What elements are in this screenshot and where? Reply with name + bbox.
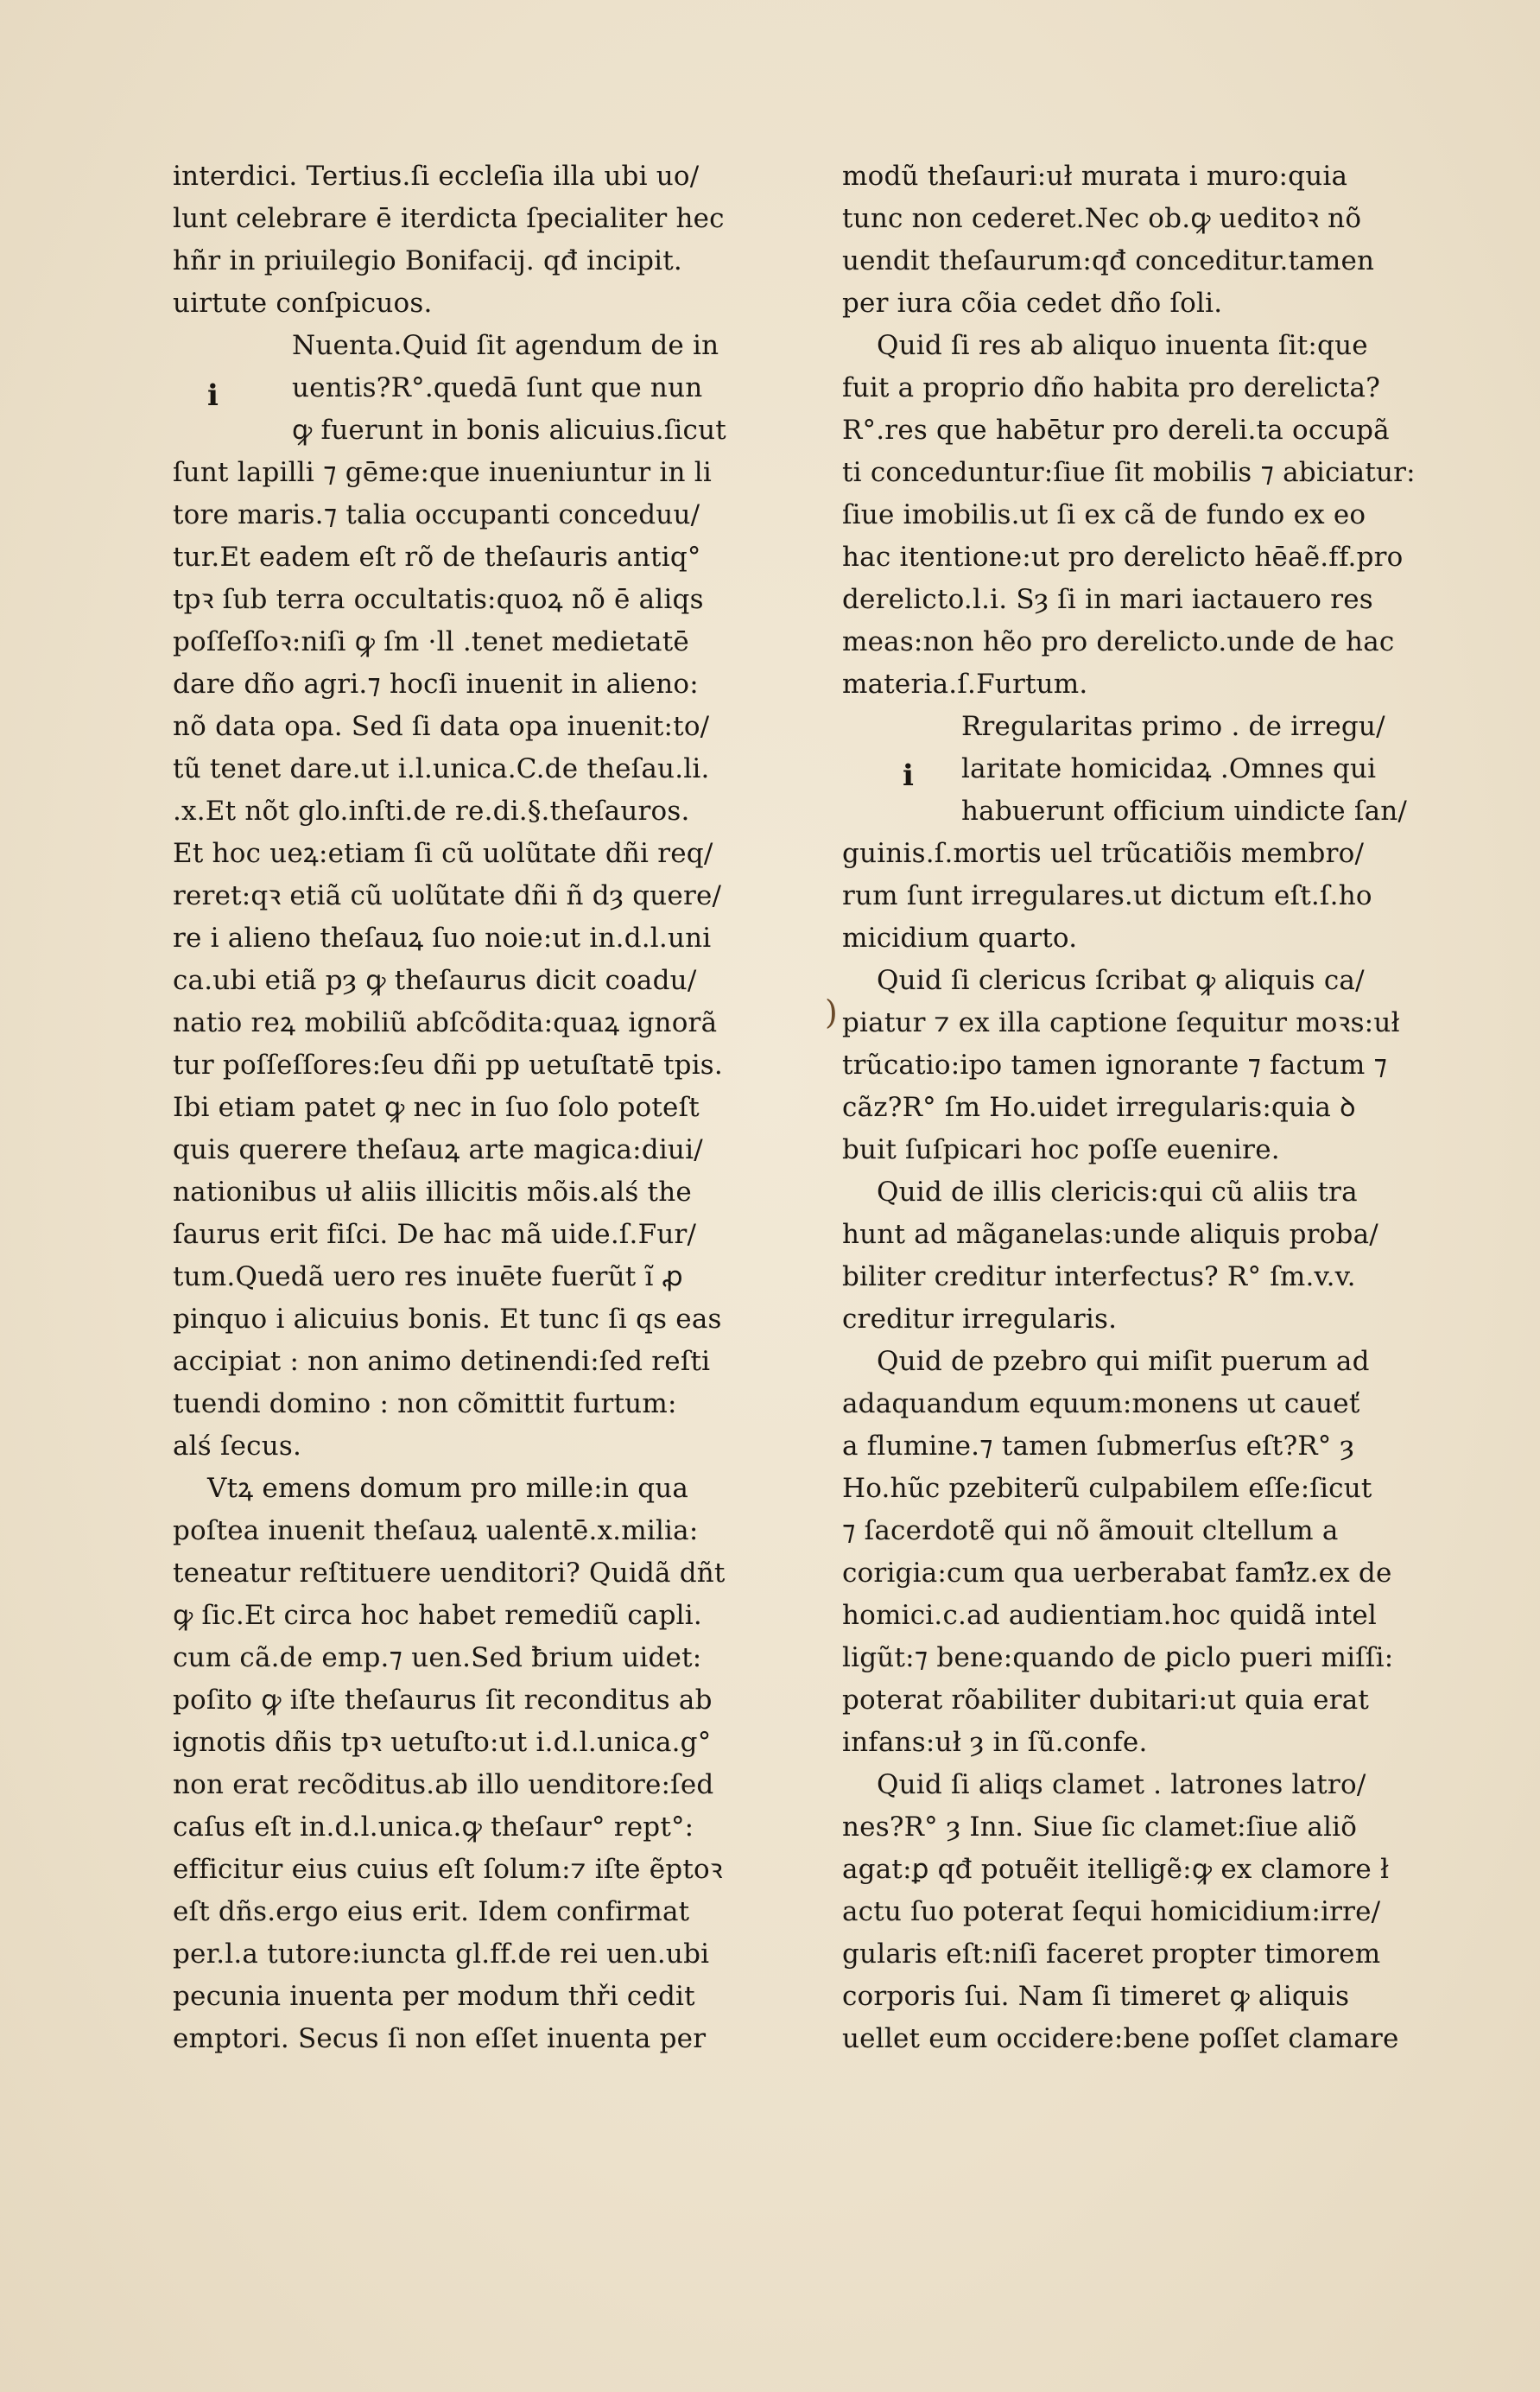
text-line: uendit theſaurum:qđ conceditur.tamen: [842, 245, 1375, 276]
initial-letter-right: i: [903, 758, 914, 793]
text-line: micidium quarto.: [842, 923, 1078, 954]
text-line: poſtea inuenit theſauꝝ ualentē.x.milia:: [173, 1515, 699, 1546]
text-line: adaquandum equum:monens ut caueť: [842, 1388, 1360, 1419]
text-line: lunt celebrare ē iterdicta ſpecialiter hec: [173, 203, 725, 234]
text-line: hunt ad mãganelas:unde aliquis proba/: [842, 1219, 1378, 1250]
text-line: teneatur reſtituere uenditori? Quidã dñt: [173, 1558, 726, 1589]
right-column: [842, 155, 1499, 2060]
text-line: Quid ſi aliqs clamet . latrones latro/: [877, 1769, 1366, 1800]
text-line: efficitur eius cuius eſt ſolum:⁊ iſte ẽptoꝛ: [173, 1854, 723, 1885]
text-line: Vtꝝ emens domum pro mille:in qua: [207, 1473, 689, 1504]
text-line: per.l.a tutore:iuncta gl.ff.de rei uen.ubi: [173, 1938, 710, 1970]
text-line: caſus eſt in.d.l.unica.ꝙ theſaur° rept°:: [173, 1811, 694, 1843]
text-line: ti conceduntur:ſiue ſit mobilis ⁊ abiciatur:: [842, 457, 1416, 488]
text-line: tũ tenet dare.ut i.l.unica.C.de theſau.li.: [173, 753, 710, 784]
text-line: nationibus uł aliis illicitis mõis.alś the: [173, 1177, 692, 1208]
text-line: piatur ⁊ ex illa captione ſequitur moꝛs:uł: [842, 1007, 1400, 1038]
text-line: dare dño agri.⁊ hocſi inuenit in alieno:: [173, 669, 699, 700]
text-line: laritate homicidaꝝ .Omnes qui: [961, 753, 1377, 784]
text-line: meas:non hẽo pro derelicto.unde de hac: [842, 626, 1395, 657]
text-line: poterat rõabiliter dubitari:ut quia erat: [842, 1685, 1370, 1716]
text-line: uellet eum occidere:bene poſſet clamare: [842, 2023, 1399, 2054]
text-line: actu ſuo poterat ſequi homicidium:irre/: [842, 1896, 1381, 1927]
text-line: cum cã.de emp.⁊ uen.Sed ƀrium uidet:: [173, 1642, 702, 1673]
text-line: emptori. Secus ſi non eſſet inuenta per: [173, 2023, 707, 2054]
text-line: modũ theſauri:uł murata i muro:quia: [842, 161, 1348, 192]
text-line: nes?R° ȝ Inn. Siue ſic clamet:ſiue aliõ: [842, 1811, 1358, 1843]
text-line: a flumine.⁊ tamen ſubmerſus eſt?R° ȝ: [842, 1431, 1354, 1462]
text-line: agat:ꝑ qđ potuẽit itelligẽ:ꝙ ex clamore ł: [842, 1854, 1390, 1885]
text-line: gularis eſt:niſi faceret propter timorem: [842, 1938, 1381, 1970]
right-text-block: [842, 155, 1499, 2060]
text-line: Quid ſi res ab aliquo inuenta ſit:que: [877, 330, 1368, 361]
text-line: trũcatio:ipo tamen ignorante ⁊ factum ⁊: [842, 1050, 1388, 1081]
text-line: alś ſecus.: [173, 1431, 302, 1462]
text-line: cãz?R° ſm Ho.uidet irregularis:quia ꝺ: [842, 1092, 1356, 1123]
text-line: accipiat : non animo detinendi:ſed reſti: [173, 1346, 711, 1377]
text-line: ſiue imobilis.ut ſi ex cã de fundo ex eo: [842, 499, 1366, 530]
text-line: eſt dñs.ergo eius erit. Idem confirmat: [173, 1896, 690, 1927]
text-line: ca.ubi etiã pȝ ꝙ theſaurus dicit coadu/: [173, 965, 697, 996]
text-line: tuendi domino : non cõmittit furtum:: [173, 1388, 677, 1419]
text-line: tur.Et eadem eſt rõ de theſauris antiq°: [173, 542, 701, 573]
text-line: guinis.ſ.mortis uel trũcatiõis membro/: [842, 838, 1365, 869]
text-line: Ho.hũc pzebiterũ culpabilem eſſe:ſicut: [842, 1473, 1372, 1504]
text-line: Nuenta.Quid ſit agendum de in: [292, 330, 719, 361]
text-line: biliter creditur interfectus? R° ſm.v.v.: [842, 1261, 1356, 1292]
margin-mark: ): [825, 993, 838, 1031]
text-line: buit ſuſpicari hoc poſſe euenire.: [842, 1134, 1280, 1165]
text-line: tunc non cederet.Nec ob.ꝙ ueditoꝛ nõ: [842, 203, 1362, 234]
text-line: Ibi etiam patet ꝙ nec in ſuo ſolo poteſt: [173, 1092, 700, 1123]
text-line: infans:uł ȝ in ſũ.confe.: [842, 1727, 1148, 1758]
text-line: Quid ſi clericus ſcribat ꝙ aliquis ca/: [877, 965, 1365, 996]
text-line: poſſeſſoꝛ:niſi ꝙ ſm ·ll .tenet medietatē: [173, 626, 689, 657]
text-line: Quid de illis clericis:qui cũ aliis tra: [877, 1177, 1358, 1208]
text-line: habuerunt officium uindicte ſan/: [961, 796, 1408, 827]
text-line: ſaurus erit fiſci. De hac mã uide.ſ.Fur/: [173, 1219, 697, 1250]
initial-letter-left: i: [207, 378, 219, 413]
text-line: uirtute conſpicuos.: [173, 288, 433, 319]
text-line: per iura cõia cedet dño ſoli.: [842, 288, 1223, 319]
text-line: ꝙ ſic.Et circa hoc habet remediũ capli.: [173, 1600, 702, 1631]
text-line: non erat recõditus.ab illo uenditore:ſed: [173, 1769, 714, 1800]
text-line: materia.ſ.Furtum.: [842, 669, 1088, 700]
text-line: Rregularitas primo . de irregu/: [961, 711, 1385, 742]
text-line: ligũt:⁊ bene:quando de ꝑiclo pueri miſſi:: [842, 1642, 1394, 1673]
text-line: ꝙ fuerunt in bonis alicuius.ſicut: [292, 415, 726, 446]
text-line: pecunia inuenta per modum thři cedit: [173, 1981, 695, 2012]
text-line: uentis?R°.quedā ſunt que nun: [292, 372, 703, 403]
text-line: Et hoc ueꝝ:etiam ſi cũ uolũtate dñi req/: [173, 838, 713, 869]
text-line: corporis ſui. Nam ſi timeret ꝙ aliquis: [842, 1981, 1350, 2012]
text-line: re i alieno theſauꝝ ſuo noie:ut in.d.l.uni: [173, 923, 712, 954]
text-line: derelicto.l.i. Sȝ ſi in mari iactauero res: [842, 584, 1373, 615]
text-line: tur poſſeſſores:ſeu dñi pp uetuſtatē tpis.: [173, 1050, 723, 1081]
left-column: [173, 155, 829, 2060]
text-line: rum ſunt irregulares.ut dictum eſt.ſ.ho: [842, 880, 1372, 911]
text-line: quis querere theſauꝝ arte magica:diui/: [173, 1134, 703, 1165]
text-line: reret:qꝛ etiã cũ uolũtate dñi ñ dȝ quere/: [173, 880, 722, 911]
left-text-block: [173, 155, 829, 2060]
text-line: fuit a proprio dño habita pro derelicta?: [842, 372, 1381, 403]
text-line: creditur irregularis.: [842, 1304, 1118, 1335]
text-line: poſito ꝙ iſte theſaurus ſit reconditus ab: [173, 1685, 713, 1716]
text-line: hñr in priuilegio Bonifacij. qđ incipit.: [173, 245, 682, 276]
text-line: tore maris.⁊ talia occupanti conceduu/: [173, 499, 700, 530]
text-line: Quid de pzebro qui miſit puerum ad: [877, 1346, 1370, 1377]
text-line: nõ data opa. Sed ſi data opa inuenit:to/: [173, 711, 710, 742]
text-line: homici.c.ad audientiam.hoc quidã intel: [842, 1600, 1378, 1631]
text-line: pinquo i alicuius bonis. Et tunc ſi qs eas: [173, 1304, 722, 1335]
text-line: hac itentione:ut pro derelicto hēaẽ.ff.pro: [842, 542, 1404, 573]
text-line: tum.Quedã uero res inuēte fuerũt ĩ ꝓ: [173, 1261, 683, 1292]
text-line: corigia:cum qua uerberabat famł̃z.ex de: [842, 1558, 1392, 1589]
text-line: ſunt lapilli ⁊ gēme:que inueniuntur in li: [173, 457, 712, 488]
text-line: .x.Et nõt glo.inſti.de re.di.§.theſauros.: [173, 796, 690, 827]
text-line: tpꝛ ſub terra occultatis:quoꝝ nõ ē aliqs: [173, 584, 704, 615]
text-line: R°.res que habētur pro dereli.ta occupã: [842, 415, 1390, 446]
text-line: interdici. Tertius.ſi eccleſia illa ubi uo/: [173, 161, 700, 192]
text-line: natio reꝝ mobiliũ abſcõdita:quaꝝ ignorã: [173, 1007, 718, 1038]
text-line: ⁊ ſacerdotẽ qui nõ ãmouit cltellum a: [842, 1515, 1339, 1546]
text-line: ignotis dñis tpꝛ uetuſto:ut i.d.l.unica.g°: [173, 1727, 712, 1758]
